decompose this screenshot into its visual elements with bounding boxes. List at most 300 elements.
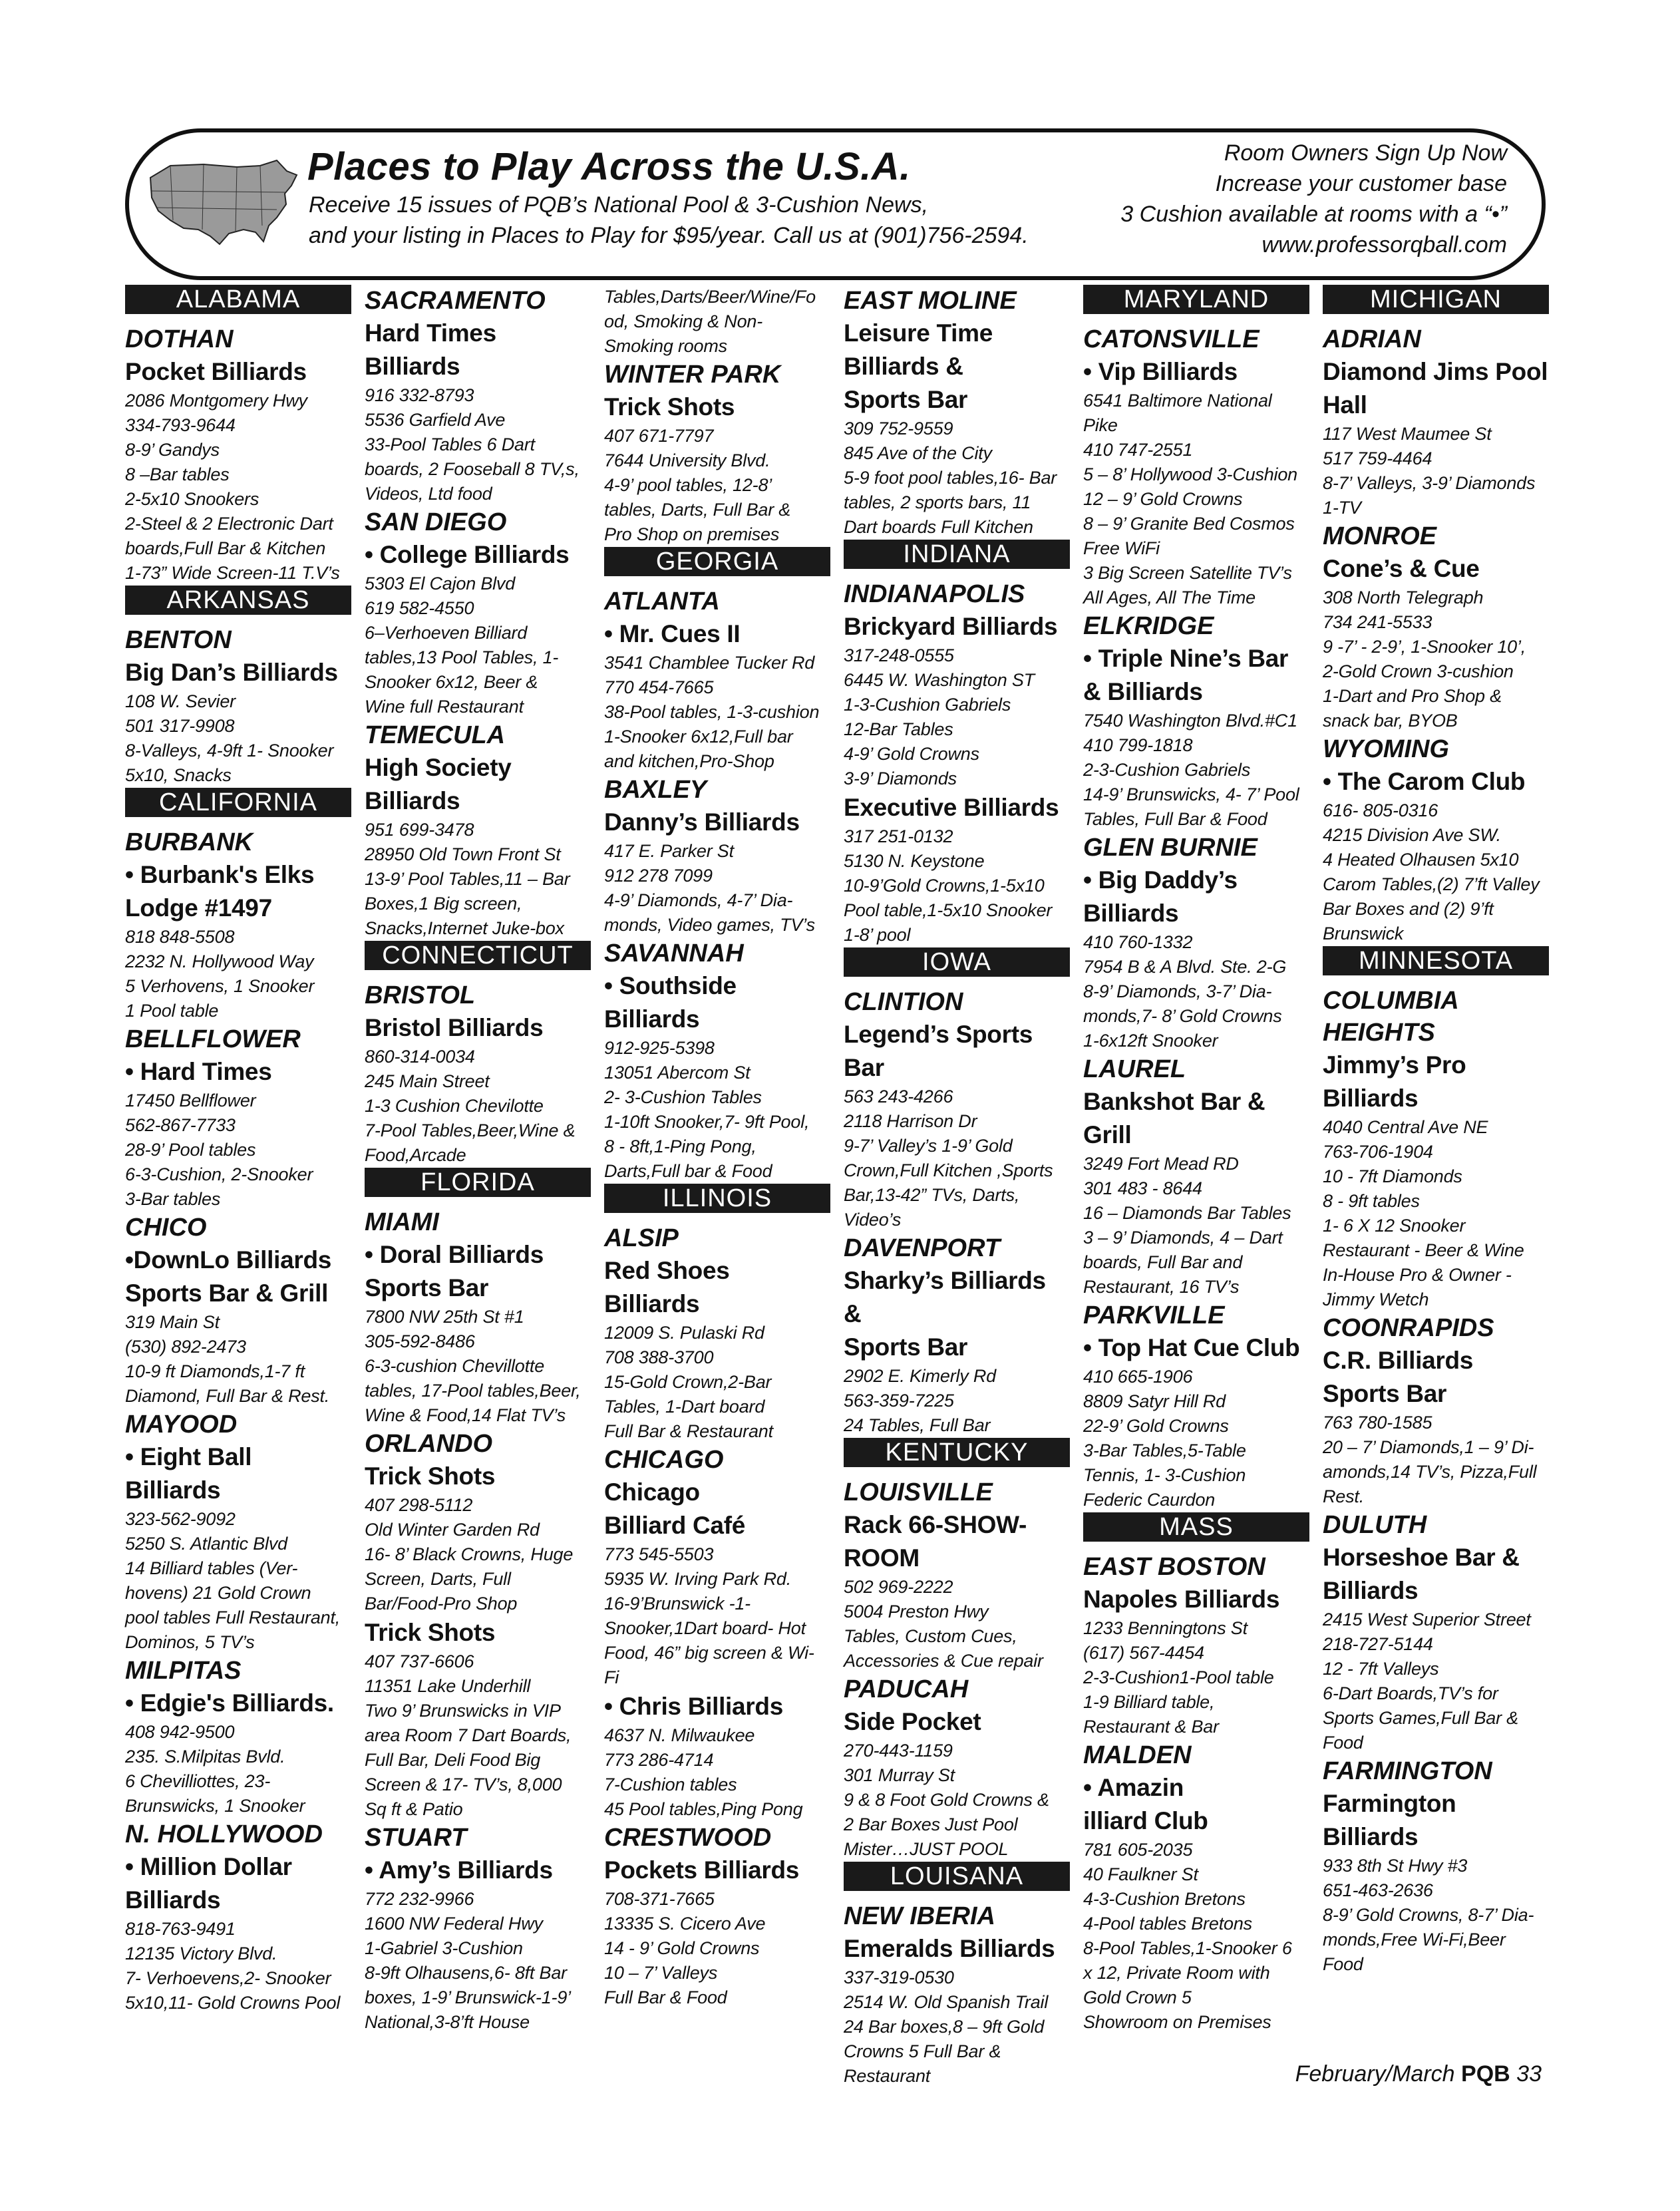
venue-name: Emeralds Billiards — [844, 1935, 1055, 1962]
venue-detail: 5 Verhovens, 1 Snooker — [125, 976, 315, 996]
venue-detail: 12 - 7ft Valleys — [1323, 1659, 1439, 1679]
venue-detail: 16-9’Brunswick -1- — [604, 1594, 751, 1614]
venue-detail: 1-73” Wide Screen-11 T.V’s — [125, 563, 340, 583]
listing-column-6 — [1323, 285, 1549, 1977]
city-heading: LOUISVILLE — [844, 1478, 993, 1506]
venue-detail: 2-3-Cushion Gabriels — [1083, 760, 1251, 780]
banner-subscribe-line-2: and your listing in Places to Play for $95/year. Call us at (901)756-2594. — [309, 223, 1029, 248]
venue-detail: 9 & 8 Foot Gold Crowns & — [844, 1790, 1049, 1810]
state-header: ILLINOIS — [604, 1184, 830, 1213]
venue-detail: 734 241-5533 — [1323, 612, 1432, 632]
venue-name: Hard Times — [365, 319, 496, 347]
city-heading: MONROE — [1323, 522, 1436, 550]
venue-detail: Tables, 1-Dart board — [604, 1397, 765, 1417]
venue-name: Lodge #1497 — [125, 894, 272, 922]
venue-detail: 2-Steel & 2 Electronic Dart — [125, 514, 333, 534]
city-heading: BELLFLOWER — [125, 1025, 301, 1053]
city-heading: ALSIP — [604, 1224, 679, 1252]
banner-right-line-2: Increase your customer base — [1215, 171, 1507, 196]
venue-detail: 502 969-2222 — [844, 1577, 953, 1597]
city-heading: DAVENPORT — [844, 1234, 1001, 1262]
venue-detail: Snooker,1Dart board- Hot — [604, 1618, 806, 1638]
venue-detail: Pro Shop on premises — [604, 524, 780, 544]
footer-brand: PQB — [1461, 2061, 1510, 2087]
venue-detail: Boxes,1 Big screen, — [365, 894, 522, 914]
venue-name: • Amy’s Billiards — [365, 1856, 553, 1884]
city-heading: BENTON — [125, 626, 232, 654]
venue-name: • Triple Nine’s Bar — [1083, 645, 1289, 672]
venue-detail: 7-Cushion tables — [604, 1775, 737, 1794]
venue-detail: Bar/Food-Pro Shop — [365, 1594, 518, 1614]
city-heading: MIAMI — [365, 1208, 439, 1236]
venue-detail: x 12, Private Room with — [1083, 1963, 1270, 1983]
city-heading: COONRAPIDS — [1323, 1314, 1494, 1342]
venue-detail: 6–Verhoeven Billiard — [365, 623, 528, 643]
venue-detail: monds,7- 8’ Gold Crowns — [1083, 1006, 1282, 1026]
venue-name: Billiards — [365, 353, 460, 380]
venue-detail: Dominos, 5 TV’s — [125, 1632, 255, 1652]
city-heading: SAVANNAH — [604, 939, 744, 967]
venue-detail: 33-Pool Tables 6 Dart — [365, 434, 535, 454]
venue-detail: 2902 E. Kimerly Rd — [844, 1366, 996, 1386]
venue-detail: 818 848-5508 — [125, 927, 235, 947]
venue-detail: 40 Faulkner St — [1083, 1864, 1198, 1884]
venue-detail: 10 - 7ft Diamonds — [1323, 1166, 1462, 1186]
banner-subscribe-line-1: Receive 15 issues of PQB’s National Pool & 3-Cushion News, — [309, 192, 929, 218]
venue-name: Billiards — [1083, 900, 1179, 927]
venue-detail: 218-727-5144 — [1323, 1634, 1433, 1654]
venue-detail: hovens) 21 Gold Crown — [125, 1583, 311, 1603]
venue-name: C.R. Billiards — [1323, 1347, 1474, 1374]
venue-name: Sports Bar — [1323, 1380, 1447, 1407]
listing-column-1 — [125, 285, 351, 2015]
venue-name: Cone’s & Cue — [1323, 555, 1480, 582]
venue-detail: Brunswicks, 1 Snooker — [125, 1796, 305, 1816]
venue-name: Sharky’s Billiards & — [844, 1267, 1046, 1327]
venue-name: • Edgie's Billiards. — [125, 1689, 334, 1717]
venue-name: Pockets Billiards — [604, 1856, 800, 1884]
venue-detail: 9-7’ Valley’s 1-9’ Gold — [844, 1136, 1013, 1156]
venue-detail: 563 243-4266 — [844, 1087, 953, 1106]
venue-name: Bankshot Bar & Grill — [1083, 1088, 1265, 1148]
venue-detail: Crowns 5 Full Bar & — [844, 2041, 1001, 2061]
banner-website-link[interactable]: www.professorqball.com — [1261, 232, 1507, 257]
venue-detail: monds, Video games, TV’s — [604, 915, 815, 935]
venue-detail: 860-314-0034 — [365, 1047, 475, 1067]
venue-detail: Free WiFi — [1083, 538, 1160, 558]
state-header: MASS — [1083, 1512, 1309, 1542]
venue-detail: 5250 S. Atlantic Blvd — [125, 1534, 287, 1554]
venue-detail: Jimmy Wetch — [1323, 1289, 1429, 1309]
listing-column-4 — [844, 285, 1070, 2089]
venue-detail: 38-Pool tables, 1-3-cushion — [604, 702, 820, 722]
venue-detail: 912 278 7099 — [604, 866, 713, 886]
venue-detail: 7540 Washington Blvd.#C1 — [1083, 711, 1297, 731]
venue-name: Hall — [1323, 391, 1367, 419]
venue-detail: 4-9’ Gold Crowns — [844, 744, 979, 764]
venue-detail: 2-5x10 Snookers — [125, 489, 259, 509]
venue-name: Chicago — [604, 1478, 700, 1506]
venue-name: Jimmy’s Pro — [1323, 1051, 1466, 1079]
venue-detail: 15-Gold Crown,2-Bar — [604, 1372, 772, 1392]
venue-detail: 16- 8’ Black Crowns, Huge — [365, 1544, 574, 1564]
venue-detail: Screen & 17- TV’s, 8,000 — [365, 1775, 562, 1794]
city-heading: CLINTION — [844, 988, 963, 1016]
venue-name: • The Carom Club — [1323, 768, 1526, 795]
venue-detail: 13-9’ Pool Tables,11 – Bar — [365, 869, 570, 889]
city-heading: STUART — [365, 1824, 467, 1852]
venue-detail: 3249 Fort Mead RD — [1083, 1154, 1239, 1174]
venue-detail: 1600 NW Federal Hwy — [365, 1914, 543, 1934]
city-heading: SACRAMENTO — [365, 287, 546, 315]
venue-name: •DownLo Billiards — [125, 1246, 332, 1274]
venue-detail: 8 - 9ft tables — [1323, 1191, 1420, 1211]
venue-name: • Vip Billiards — [1083, 358, 1238, 385]
venue-detail: 8-9’ Gandys — [125, 440, 220, 460]
listing-column-3 — [604, 285, 830, 2010]
venue-detail: 3 – 9’ Diamonds, 4 – Dart — [1083, 1228, 1283, 1248]
city-heading: ATLANTA — [604, 588, 720, 615]
city-heading: PADUCAH — [844, 1675, 969, 1703]
venue-detail: 4637 N. Milwaukee — [604, 1725, 755, 1745]
venue-detail: 235. S.Milpitas Bvld. — [125, 1747, 285, 1767]
venue-detail: 8-9’ Gold Crowns, 8-7’ Dia- — [1323, 1905, 1534, 1925]
city-heading: ORLANDO — [365, 1430, 493, 1458]
city-heading: WINTER PARK — [604, 361, 781, 389]
venue-detail: 16 – Diamonds Bar Tables — [1083, 1203, 1291, 1223]
venue-detail: 8-9ft Olhausens,6- 8ft Bar — [365, 1963, 567, 1983]
venue-detail: 5x10, Snacks — [125, 765, 232, 785]
venue-detail: 2-3-Cushion1-Pool table — [1083, 1667, 1274, 1687]
venue-detail: Tennis, 1- 3-Cushion — [1083, 1465, 1246, 1485]
venue-detail: Two 9’ Brunswicks in VIP — [365, 1701, 561, 1721]
venue-detail: 8-Valleys, 4-9ft 1- Snooker — [125, 741, 334, 761]
venue-name: Sports Bar — [365, 1274, 489, 1301]
venue-name: Trick Shots — [365, 1462, 496, 1490]
venue-detail: 773 286-4714 — [604, 1750, 714, 1770]
venue-detail: 7644 University Blvd. — [604, 450, 770, 470]
venue-detail: Mister…JUST POOL — [844, 1839, 1009, 1859]
venue-detail: od, Smoking & Non- — [604, 311, 763, 331]
city-heading: SAN DIEGO — [365, 508, 507, 536]
city-heading: BAXLEY — [604, 776, 707, 804]
venue-detail: 410 760-1332 — [1083, 932, 1193, 952]
venue-detail: 4-9’ pool tables, 12-8’ — [604, 475, 772, 495]
venue-detail: 408 942-9500 — [125, 1722, 235, 1742]
venue-detail: 563-359-7225 — [844, 1391, 954, 1411]
city-heading: WYOMING — [1323, 735, 1449, 763]
city-heading: MAYOOD — [125, 1411, 238, 1439]
venue-name: Billiard Café — [604, 1512, 745, 1539]
venue-detail: Sq ft & Patio — [365, 1799, 463, 1819]
venue-detail: Food, 46” big screen & Wi- — [604, 1643, 814, 1663]
venue-detail: 417 E. Parker St — [604, 841, 734, 861]
venue-name: Billiards — [1323, 1823, 1419, 1850]
state-header: MINNESOTA — [1323, 946, 1549, 975]
venue-detail: 4040 Central Ave NE — [1323, 1117, 1488, 1137]
venue-detail: 12 – 9’ Gold Crowns — [1083, 489, 1243, 509]
venue-detail: Smoking rooms — [604, 336, 727, 356]
venue-detail: 22-9’ Gold Crowns — [1083, 1416, 1229, 1436]
venue-detail: 317 251-0132 — [844, 826, 953, 846]
city-heading: CHICO — [125, 1214, 207, 1242]
venue-detail: 14 - 9’ Gold Crowns — [604, 1938, 760, 1958]
venue-detail: Videos, Ltd food — [365, 484, 492, 504]
venue-detail: 3-Bar Tables,5-Table — [1083, 1441, 1246, 1460]
venue-detail: 1-6x12ft Snooker — [1083, 1031, 1218, 1051]
venue-name: Horseshoe Bar & — [1323, 1544, 1520, 1571]
venue-detail: 5004 Preston Hwy — [844, 1602, 989, 1621]
venue-detail: 301 483 - 8644 — [1083, 1178, 1202, 1198]
venue-detail: 5-9 foot pool tables,16- Bar — [844, 468, 1057, 488]
city-heading: PARKVILLE — [1083, 1301, 1225, 1329]
venue-detail: 7-Pool Tables,Beer,Wine & — [365, 1120, 576, 1140]
venue-detail: Brunswick — [1323, 924, 1404, 943]
venue-detail: 13051 Abercom St — [604, 1063, 751, 1083]
venue-detail: Snacks,Internet Juke-box — [365, 918, 564, 938]
state-header: CALIFORNIA — [125, 788, 351, 817]
venue-detail: monds,Free Wi-Fi,Beer Food — [1323, 1930, 1506, 1974]
venue-detail: 5 – 8’ Hollywood 3-Cushion — [1083, 464, 1297, 484]
venue-detail: 6-3-cushion Chevillotte — [365, 1356, 545, 1376]
city-heading: MILPITAS — [125, 1657, 242, 1685]
venue-detail: 772 232-9966 — [365, 1889, 474, 1909]
venue-name: • Amazin — [1083, 1774, 1184, 1801]
venue-detail: 14 Billiard tables (Ver- — [125, 1558, 298, 1578]
venue-detail: 24 Bar boxes,8 – 9ft Gold — [844, 2017, 1045, 2037]
venue-detail: 117 West Maumee St — [1323, 424, 1492, 444]
venue-detail: 951 699-3478 — [365, 820, 474, 840]
venue-detail: 4215 Division Ave SW. — [1323, 825, 1501, 845]
venue-detail: 407 298-5112 — [365, 1495, 473, 1515]
venue-name: Rack 66-SHOW- — [844, 1511, 1027, 1538]
venue-name: Big Dan’s Billiards — [125, 659, 338, 686]
venue-name: Side Pocket — [844, 1708, 981, 1735]
venue-detail: 108 W. Sevier — [125, 691, 236, 711]
venue-detail: 517 759-4464 — [1323, 448, 1432, 468]
venue-detail: 20 – 7’ Diamonds,1 – 9’ Di- — [1323, 1437, 1534, 1457]
venue-name: Trick Shots — [365, 1619, 496, 1646]
venue-detail: Tables, Full Bar & Food — [1083, 809, 1267, 829]
venue-detail: Carom Tables,(2) 7’ft Valley — [1323, 874, 1540, 894]
city-heading: COLUMBIA — [1323, 987, 1459, 1015]
venue-detail: 8 – 9’ Granite Bed Cosmos — [1083, 514, 1295, 534]
venue-detail: 28950 Old Town Front St — [365, 844, 561, 864]
venue-name: Trick Shots — [604, 393, 735, 421]
venue-detail: 1-3 Cushion Chevilotte — [365, 1096, 544, 1116]
venue-detail: Wine full Restaurant — [365, 697, 524, 717]
venue-detail: 8809 Satyr Hill Rd — [1083, 1391, 1226, 1411]
venue-detail: snack bar, BYOB — [1323, 711, 1458, 731]
venue-detail: 2232 N. Hollywood Way — [125, 951, 314, 971]
venue-detail: Bar Boxes and (2) 9’ft — [1323, 899, 1494, 919]
state-header: MARYLAND — [1083, 285, 1309, 314]
venue-detail: Pike — [1083, 415, 1118, 435]
venue-detail: 337-319-0530 — [844, 1967, 954, 1987]
venue-detail: 24 Tables, Full Bar — [844, 1415, 991, 1435]
city-heading: LAUREL — [1083, 1055, 1186, 1083]
state-header: ARKANSAS — [125, 586, 351, 615]
venue-detail: 319 Main St — [125, 1312, 220, 1332]
venue-detail: 323-562-9092 — [125, 1509, 236, 1529]
venue-detail: 5536 Garfield Ave — [365, 410, 506, 430]
city-heading: GLEN BURNIE — [1083, 834, 1258, 862]
venue-detail: 5303 El Cajon Blvd — [365, 574, 516, 594]
venue-detail: 10 – 7’ Valleys — [604, 1963, 718, 1983]
city-heading: ELKRIDGE — [1083, 612, 1214, 640]
venue-name: • Burbank's Elks — [125, 861, 315, 888]
venue-name: Executive Billiards — [844, 794, 1059, 821]
venue-detail: National,3-8’ft House — [365, 2012, 530, 2032]
city-heading: ADRIAN — [1323, 325, 1421, 353]
venue-name: Billiards — [365, 787, 460, 814]
venue-detail: 1-10ft Snooker,7- 9ft Pool, — [604, 1112, 810, 1132]
venue-name: Bristol Billiards — [365, 1014, 544, 1041]
venue-name: Billiards — [1323, 1577, 1419, 1604]
venue-detail: Tables,Darts/Beer/Wine/Fo — [604, 287, 816, 307]
venue-detail: 1-TV — [1323, 498, 1361, 518]
venue-detail: 305-592-8486 — [365, 1331, 475, 1351]
venue-detail: Snooker 6x12, Beer & — [365, 672, 538, 692]
venue-detail: 1-Gabriel 3-Cushion — [365, 1938, 523, 1958]
venue-name: • Million Dollar — [125, 1853, 292, 1880]
venue-detail: 410 747-2551 — [1083, 440, 1193, 460]
venue-detail: 1-Dart and Pro Shop & — [1323, 686, 1502, 706]
city-heading: CRESTWOOD — [604, 1824, 772, 1852]
venue-detail: 651-463-2636 — [1323, 1880, 1433, 1900]
venue-detail: 3 Big Screen Satellite TV’s — [1083, 563, 1292, 583]
venue-detail: 13335 S. Cicero Ave — [604, 1914, 766, 1934]
venue-name: & Billiards — [1083, 678, 1203, 705]
venue-detail: Accessories & Cue repair — [844, 1651, 1043, 1671]
venue-detail: 770 454-7665 — [604, 677, 714, 697]
banner-right-line-3: 3 Cushion available at rooms with a “•” — [1120, 202, 1507, 227]
venue-name: Pocket Billiards — [125, 358, 307, 385]
venue-detail: 1-9 Billiard table, — [1083, 1692, 1215, 1712]
state-header: FLORIDA — [365, 1168, 591, 1197]
venue-detail: 3-9’ Diamonds — [844, 768, 957, 788]
city-heading: MALDEN — [1083, 1741, 1192, 1769]
venue-detail: (617) 567-4454 — [1083, 1643, 1204, 1663]
venue-detail: 562-867-7733 — [125, 1115, 236, 1135]
venue-name: • Southside Billiards — [604, 972, 737, 1033]
venue-name: Brickyard Billiards — [844, 613, 1058, 640]
city-heading: INDIANAPOLIS — [844, 580, 1025, 608]
venue-detail: Full Bar & Food — [604, 1987, 727, 2007]
venue-name: Sports Bar — [844, 386, 968, 413]
city-heading: TEMECULA — [365, 721, 506, 749]
venue-detail: tables, 2 sports bars, 11 — [844, 492, 1031, 512]
venue-detail: 407 671-7797 — [604, 426, 714, 446]
venue-detail: Dart boards Full Kitchen — [844, 517, 1033, 537]
city-heading: EAST MOLINE — [844, 287, 1017, 315]
venue-detail: 912-925-5398 — [604, 1038, 715, 1058]
venue-detail: 818-763-9491 — [125, 1919, 236, 1939]
venue-detail: Restaurant & Bar — [1083, 1717, 1219, 1737]
venue-detail: Showroom on Premises — [1083, 2012, 1271, 2032]
venue-detail: 8-Pool Tables,1-Snooker 6 — [1083, 1938, 1292, 1958]
venue-name: Danny’s Billiards — [604, 808, 800, 836]
venue-detail: 8-7’ Valleys, 3-9’ Diamonds — [1323, 473, 1536, 493]
footer-issue: February/March — [1295, 2061, 1455, 2087]
venue-detail: 6-Dart Boards,TV’s for — [1323, 1683, 1498, 1703]
venue-detail: 2- 3-Cushion Tables — [604, 1087, 762, 1107]
venue-detail: 916 332-8793 — [365, 385, 474, 405]
venue-detail: 781 605-2035 — [1083, 1840, 1193, 1860]
venue-detail: 309 752-9559 — [844, 419, 953, 438]
venue-detail: 3-Bar tables — [125, 1189, 221, 1209]
venue-detail: 317-248-0555 — [844, 645, 954, 665]
venue-detail: Fi — [604, 1667, 619, 1687]
venue-detail: 301 Murray St — [844, 1765, 955, 1785]
venue-detail: 3541 Chamblee Tucker Rd — [604, 653, 815, 673]
state-header: CONNECTICUT — [365, 941, 591, 970]
venue-detail: 501 317-9908 — [125, 716, 235, 736]
venue-detail: 12135 Victory Blvd. — [125, 1944, 277, 1963]
venue-detail: 6541 Baltimore National — [1083, 391, 1272, 411]
venue-detail: Federic Caurdon — [1083, 1490, 1216, 1510]
venue-detail: 7- Verhoevens,2- Snooker — [125, 1968, 331, 1988]
venue-detail: Old Winter Garden Rd — [365, 1520, 540, 1540]
city-heading: HEIGHTS — [1323, 1019, 1435, 1047]
venue-detail: 763-706-1904 — [1323, 1142, 1433, 1162]
venue-name: Billiards — [125, 1886, 221, 1914]
venue-detail: 2-Gold Crown 3-cushion — [1323, 661, 1514, 681]
venue-detail: Bar,13-42” TVs, Darts, — [844, 1185, 1020, 1205]
venue-detail: Sports Games,Full Bar & — [1323, 1708, 1518, 1728]
venue-name: • Hard Times — [125, 1058, 272, 1085]
venue-detail: Crown,Full Kitchen ,Sports — [844, 1160, 1053, 1180]
state-header: IOWA — [844, 947, 1070, 977]
venue-detail: 773 545-5503 — [604, 1544, 714, 1564]
banner-title: Places to Play Across the U.S.A. — [307, 145, 911, 188]
venue-name: Sports Bar — [844, 1333, 968, 1361]
venue-detail: 4-9’ Diamonds, 4-7’ Dia- — [604, 890, 793, 910]
venue-detail: boards, 2 Fooseball 8 TV,s, — [365, 459, 580, 479]
venue-detail: 7954 B & A Blvd. Ste. 2-G — [1083, 957, 1287, 977]
venue-detail: 933 8th St Hwy #3 — [1323, 1856, 1468, 1876]
venue-detail: Restaurant, 16 TV’s — [1083, 1277, 1240, 1297]
venue-detail: Video’s — [844, 1210, 902, 1230]
venue-detail: 616- 805-0316 — [1323, 800, 1438, 820]
venue-detail: 2086 Montgomery Hwy — [125, 391, 307, 411]
venue-detail: 45 Pool tables,Ping Pong — [604, 1799, 803, 1819]
state-header: LOUISANA — [844, 1862, 1070, 1891]
venue-detail: Rest. — [1323, 1486, 1365, 1506]
listing-column-2 — [365, 285, 591, 2035]
venue-detail: 11351 Lake Underhill — [365, 1676, 531, 1696]
venue-detail: 6-3-Cushion, 2-Snooker — [125, 1164, 313, 1184]
state-header: INDIANA — [844, 540, 1070, 569]
venue-detail: 5935 W. Irving Park Rd. — [604, 1569, 792, 1589]
usa-map-icon — [144, 151, 303, 257]
venue-detail: boards,Full Bar & Kitchen — [125, 538, 326, 558]
venue-detail: Full Bar, Deli Food Big — [365, 1750, 541, 1770]
venue-detail: 1-8’ pool — [844, 925, 911, 945]
venue-detail: 9 -7’ - 2-9’, 1-Snooker 10’, — [1323, 637, 1526, 657]
places-to-play-banner — [125, 128, 1546, 280]
venue-detail: 763 780-1585 — [1323, 1413, 1432, 1433]
venue-detail: amonds,14 TV’s, Pizza,Full — [1323, 1462, 1537, 1482]
venue-name: • Mr. Cues II — [604, 620, 741, 647]
venue-detail: Full Bar & Restaurant — [604, 1421, 773, 1441]
venue-name: Billiards & — [844, 353, 963, 380]
city-heading: BURBANK — [125, 828, 253, 856]
venue-name: ROOM — [844, 1544, 920, 1572]
venue-detail: 5x10,11- Gold Crowns Pool — [125, 1993, 341, 2013]
venue-detail: 28-9’ Pool tables — [125, 1140, 256, 1160]
state-header: KENTUCKY — [844, 1438, 1070, 1467]
